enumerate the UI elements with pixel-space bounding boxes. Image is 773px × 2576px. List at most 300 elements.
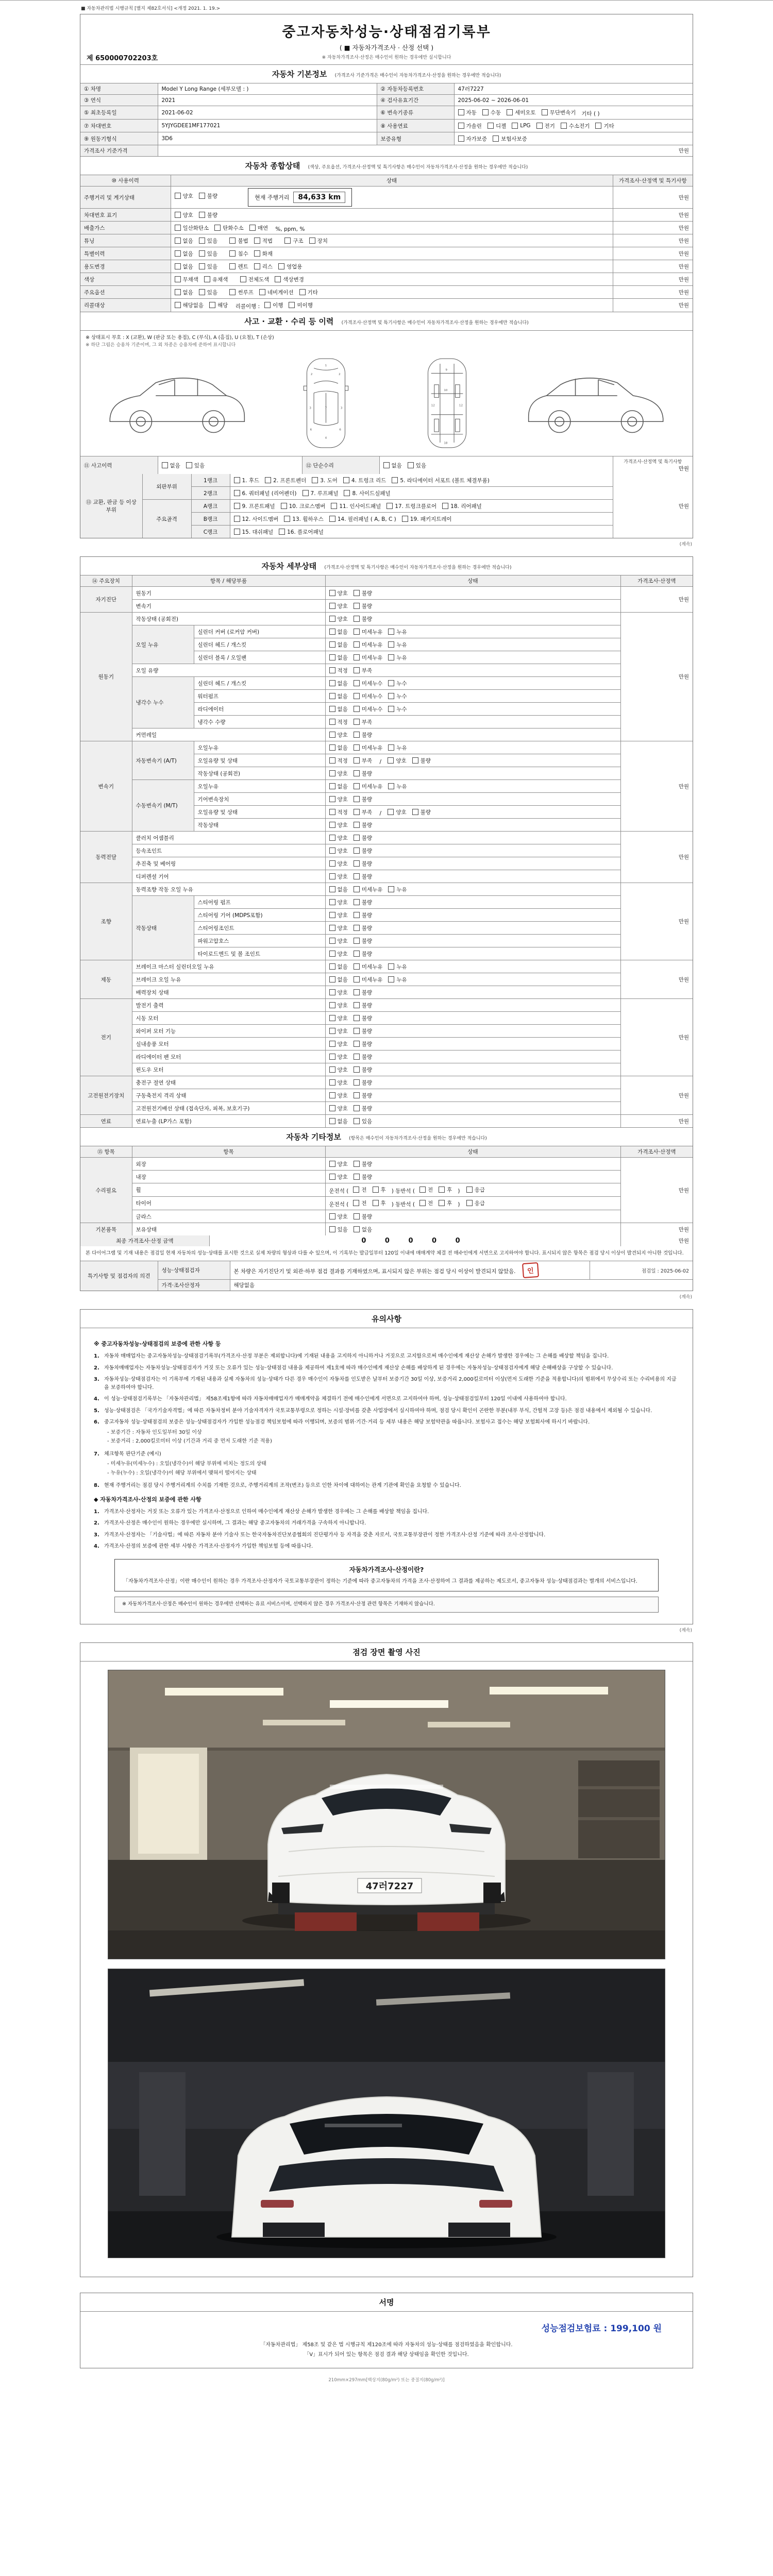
checkbox-icon[interactable] bbox=[199, 250, 205, 257]
checkbox-icon[interactable] bbox=[175, 263, 181, 269]
checkbox-option[interactable] bbox=[329, 705, 348, 713]
checkbox-option[interactable] bbox=[259, 289, 294, 296]
checkbox-icon[interactable] bbox=[458, 109, 464, 115]
checkbox-icon[interactable] bbox=[329, 951, 335, 957]
checkbox-icon[interactable] bbox=[354, 654, 360, 660]
checkbox-option[interactable] bbox=[354, 770, 372, 777]
checkbox-icon[interactable] bbox=[343, 477, 349, 483]
checkbox-option[interactable] bbox=[354, 1079, 372, 1087]
checkbox-option[interactable] bbox=[354, 1040, 372, 1048]
checkbox-option[interactable] bbox=[412, 757, 431, 765]
checkbox-icon[interactable] bbox=[595, 123, 601, 129]
checkbox-option[interactable] bbox=[240, 276, 270, 283]
checkbox-icon[interactable] bbox=[408, 462, 414, 468]
checkbox-icon[interactable] bbox=[329, 1079, 335, 1086]
checkbox-option[interactable] bbox=[329, 1213, 348, 1221]
checkbox-option[interactable] bbox=[353, 1186, 366, 1194]
checkbox-icon[interactable] bbox=[199, 212, 205, 218]
checkbox-option[interactable] bbox=[329, 937, 348, 945]
checkbox-icon[interactable] bbox=[488, 123, 494, 129]
checkbox-icon[interactable] bbox=[354, 693, 360, 699]
checkbox-icon[interactable] bbox=[329, 912, 335, 918]
checkbox-icon[interactable] bbox=[329, 757, 335, 764]
checkbox-option[interactable] bbox=[329, 963, 348, 971]
checkbox-option[interactable] bbox=[354, 1002, 372, 1009]
checkbox-option[interactable] bbox=[354, 757, 372, 765]
checkbox-icon[interactable] bbox=[354, 809, 360, 815]
checkbox-icon[interactable] bbox=[329, 1105, 335, 1111]
checkbox-icon[interactable] bbox=[482, 109, 489, 115]
checkbox-option[interactable] bbox=[388, 628, 407, 636]
checkbox-option[interactable] bbox=[329, 860, 348, 868]
checkbox-icon[interactable] bbox=[388, 654, 394, 660]
checkbox-option[interactable] bbox=[458, 135, 488, 143]
checkbox-option[interactable] bbox=[249, 224, 268, 232]
checkbox-option[interactable] bbox=[329, 718, 348, 726]
checkbox-icon[interactable] bbox=[354, 770, 360, 776]
checkbox-icon[interactable] bbox=[354, 1079, 360, 1086]
checkbox-option[interactable] bbox=[354, 1053, 372, 1061]
checkbox-icon[interactable] bbox=[329, 925, 335, 931]
checkbox-icon[interactable] bbox=[388, 629, 394, 635]
checkbox-icon[interactable] bbox=[353, 1187, 359, 1193]
checkbox-option[interactable] bbox=[329, 886, 348, 893]
checkbox-icon[interactable] bbox=[354, 873, 360, 879]
checkbox-option[interactable] bbox=[354, 1092, 372, 1099]
checkbox-option[interactable] bbox=[354, 602, 372, 610]
checkbox-option[interactable] bbox=[458, 109, 477, 116]
checkbox-icon[interactable] bbox=[354, 757, 360, 764]
checkbox-option[interactable] bbox=[536, 122, 555, 130]
checkbox-icon[interactable] bbox=[329, 835, 335, 841]
checkbox-icon[interactable] bbox=[419, 1187, 426, 1193]
checkbox-option[interactable] bbox=[329, 757, 348, 765]
checkbox-icon[interactable] bbox=[329, 783, 335, 789]
checkbox-option[interactable] bbox=[175, 211, 193, 219]
checkbox-icon[interactable] bbox=[354, 796, 360, 802]
checkbox-option[interactable] bbox=[329, 770, 348, 777]
checkbox-icon[interactable] bbox=[373, 1187, 379, 1193]
checkbox-icon[interactable] bbox=[329, 732, 335, 738]
checkbox-option[interactable] bbox=[354, 911, 372, 919]
checkbox-option[interactable] bbox=[329, 783, 348, 790]
checkbox-option[interactable] bbox=[354, 963, 383, 971]
checkbox-option[interactable] bbox=[354, 667, 372, 674]
checkbox-option[interactable] bbox=[329, 731, 348, 739]
checkbox-icon[interactable] bbox=[199, 193, 205, 199]
checkbox-option[interactable] bbox=[354, 821, 372, 829]
checkbox-option[interactable] bbox=[354, 654, 383, 662]
checkbox-option[interactable] bbox=[329, 911, 348, 919]
checkbox-icon[interactable] bbox=[309, 238, 315, 244]
checkbox-icon[interactable] bbox=[329, 860, 335, 867]
checkbox-icon[interactable] bbox=[329, 848, 335, 854]
checkbox-option[interactable] bbox=[199, 263, 217, 270]
checkbox-icon[interactable] bbox=[329, 1174, 335, 1180]
checkbox-icon[interactable] bbox=[354, 680, 360, 686]
checkbox-icon[interactable] bbox=[229, 289, 236, 295]
checkbox-option[interactable] bbox=[488, 122, 506, 130]
checkbox-icon[interactable] bbox=[354, 1054, 360, 1060]
checkbox-option[interactable] bbox=[392, 477, 490, 484]
checkbox-icon[interactable] bbox=[264, 302, 271, 308]
checkbox-option[interactable] bbox=[354, 847, 372, 855]
checkbox-icon[interactable] bbox=[265, 477, 271, 483]
checkbox-icon[interactable] bbox=[254, 238, 260, 244]
checkbox-icon[interactable] bbox=[354, 1118, 360, 1124]
checkbox-option[interactable] bbox=[199, 250, 217, 258]
checkbox-option[interactable] bbox=[264, 301, 283, 309]
checkbox-icon[interactable] bbox=[354, 848, 360, 854]
checkbox-option[interactable] bbox=[329, 615, 348, 623]
checkbox-icon[interactable] bbox=[284, 516, 290, 522]
checkbox-option[interactable] bbox=[175, 276, 198, 283]
checkbox-option[interactable] bbox=[373, 1199, 386, 1207]
checkbox-option[interactable] bbox=[175, 289, 193, 296]
checkbox-option[interactable] bbox=[329, 641, 348, 649]
checkbox-option[interactable] bbox=[329, 899, 348, 906]
checkbox-icon[interactable] bbox=[354, 822, 360, 828]
checkbox-icon[interactable] bbox=[329, 616, 335, 622]
checkbox-option[interactable] bbox=[175, 301, 204, 309]
checkbox-option[interactable] bbox=[353, 1199, 366, 1207]
checkbox-icon[interactable] bbox=[388, 963, 394, 970]
checkbox-option[interactable] bbox=[466, 1199, 485, 1207]
checkbox-icon[interactable] bbox=[542, 109, 548, 115]
checkbox-icon[interactable] bbox=[439, 1187, 445, 1193]
checkbox-icon[interactable] bbox=[388, 706, 394, 712]
checkbox-icon[interactable] bbox=[392, 477, 398, 483]
checkbox-option[interactable] bbox=[275, 276, 304, 283]
checkbox-option[interactable] bbox=[388, 654, 407, 662]
checkbox-option[interactable] bbox=[329, 950, 348, 958]
checkbox-option[interactable] bbox=[442, 502, 482, 510]
checkbox-icon[interactable] bbox=[329, 629, 335, 635]
checkbox-icon[interactable] bbox=[354, 744, 360, 751]
checkbox-option[interactable] bbox=[199, 237, 217, 245]
checkbox-option[interactable] bbox=[204, 276, 228, 283]
checkbox-icon[interactable] bbox=[199, 289, 205, 295]
checkbox-option[interactable] bbox=[329, 654, 348, 662]
checkbox-option[interactable] bbox=[419, 1186, 433, 1194]
checkbox-option[interactable] bbox=[354, 628, 383, 636]
checkbox-icon[interactable] bbox=[354, 616, 360, 622]
checkbox-option[interactable] bbox=[329, 680, 348, 687]
checkbox-option[interactable] bbox=[265, 477, 306, 484]
checkbox-icon[interactable] bbox=[329, 654, 335, 660]
checkbox-icon[interactable] bbox=[458, 135, 464, 142]
checkbox-icon[interactable] bbox=[388, 809, 394, 815]
checkbox-icon[interactable] bbox=[354, 629, 360, 635]
checkbox-icon[interactable] bbox=[214, 225, 221, 231]
checkbox-icon[interactable] bbox=[329, 938, 335, 944]
checkbox-icon[interactable] bbox=[234, 529, 240, 535]
checkbox-option[interactable] bbox=[175, 192, 193, 200]
checkbox-option[interactable] bbox=[284, 237, 303, 245]
checkbox-icon[interactable] bbox=[354, 860, 360, 867]
checkbox-icon[interactable] bbox=[284, 238, 291, 244]
checkbox-icon[interactable] bbox=[329, 744, 335, 751]
checkbox-option[interactable] bbox=[199, 289, 217, 296]
checkbox-option[interactable] bbox=[388, 808, 406, 816]
checkbox-option[interactable] bbox=[388, 757, 406, 765]
checkbox-icon[interactable] bbox=[354, 1015, 360, 1021]
checkbox-option[interactable] bbox=[354, 989, 372, 996]
checkbox-option[interactable] bbox=[354, 1213, 372, 1221]
checkbox-icon[interactable] bbox=[234, 477, 240, 483]
checkbox-option[interactable] bbox=[254, 237, 273, 245]
checkbox-option[interactable] bbox=[329, 847, 348, 855]
checkbox-option[interactable] bbox=[388, 692, 407, 700]
checkbox-option[interactable] bbox=[214, 224, 244, 232]
checkbox-option[interactable] bbox=[388, 705, 407, 713]
checkbox-icon[interactable] bbox=[329, 1092, 335, 1098]
checkbox-icon[interactable] bbox=[354, 783, 360, 789]
checkbox-icon[interactable] bbox=[329, 822, 335, 828]
checkbox-icon[interactable] bbox=[493, 135, 499, 142]
checkbox-icon[interactable] bbox=[329, 1041, 335, 1047]
checkbox-option[interactable] bbox=[175, 263, 193, 270]
checkbox-icon[interactable] bbox=[388, 783, 394, 789]
checkbox-icon[interactable] bbox=[354, 667, 360, 673]
checkbox-icon[interactable] bbox=[383, 462, 390, 468]
checkbox-icon[interactable] bbox=[354, 732, 360, 738]
checkbox-option[interactable] bbox=[354, 1160, 372, 1168]
checkbox-icon[interactable] bbox=[354, 641, 360, 648]
checkbox-option[interactable] bbox=[354, 589, 372, 597]
checkbox-option[interactable] bbox=[299, 289, 318, 296]
checkbox-option[interactable] bbox=[373, 1186, 386, 1194]
checkbox-icon[interactable] bbox=[386, 503, 393, 509]
checkbox-icon[interactable] bbox=[329, 809, 335, 815]
checkbox-icon[interactable] bbox=[329, 899, 335, 905]
checkbox-icon[interactable] bbox=[512, 123, 518, 129]
checkbox-option[interactable] bbox=[354, 744, 383, 752]
checkbox-icon[interactable] bbox=[329, 1028, 335, 1034]
checkbox-option[interactable] bbox=[329, 1117, 348, 1125]
checkbox-icon[interactable] bbox=[275, 276, 281, 282]
checkbox-icon[interactable] bbox=[402, 516, 408, 522]
checkbox-option[interactable] bbox=[354, 783, 383, 790]
checkbox-option[interactable] bbox=[229, 263, 248, 270]
checkbox-icon[interactable] bbox=[175, 302, 181, 308]
checkbox-option[interactable] bbox=[329, 834, 348, 842]
checkbox-option[interactable] bbox=[329, 589, 348, 597]
checkbox-option[interactable] bbox=[354, 1105, 372, 1112]
checkbox-option[interactable] bbox=[279, 528, 324, 536]
checkbox-icon[interactable] bbox=[209, 302, 215, 308]
checkbox-icon[interactable] bbox=[354, 899, 360, 905]
checkbox-option[interactable] bbox=[175, 224, 209, 232]
checkbox-icon[interactable] bbox=[507, 109, 513, 115]
checkbox-option[interactable] bbox=[329, 976, 348, 984]
checkbox-option[interactable] bbox=[329, 1105, 348, 1112]
checkbox-icon[interactable] bbox=[229, 238, 236, 244]
checkbox-option[interactable] bbox=[329, 795, 348, 803]
checkbox-option[interactable] bbox=[388, 641, 407, 649]
checkbox-option[interactable] bbox=[493, 135, 527, 143]
checkbox-icon[interactable] bbox=[329, 770, 335, 776]
checkbox-option[interactable] bbox=[229, 289, 253, 296]
checkbox-option[interactable] bbox=[595, 122, 614, 130]
checkbox-icon[interactable] bbox=[388, 693, 394, 699]
checkbox-option[interactable] bbox=[329, 1160, 348, 1168]
checkbox-option[interactable] bbox=[354, 899, 372, 906]
checkbox-icon[interactable] bbox=[354, 1105, 360, 1111]
checkbox-icon[interactable] bbox=[329, 1054, 335, 1060]
checkbox-icon[interactable] bbox=[354, 938, 360, 944]
checkbox-option[interactable] bbox=[354, 808, 372, 816]
checkbox-option[interactable] bbox=[386, 502, 436, 510]
checkbox-option[interactable] bbox=[482, 109, 501, 116]
checkbox-option[interactable] bbox=[329, 821, 348, 829]
checkbox-option[interactable] bbox=[284, 515, 324, 523]
checkbox-icon[interactable] bbox=[329, 693, 335, 699]
checkbox-icon[interactable] bbox=[419, 1200, 426, 1206]
checkbox-icon[interactable] bbox=[344, 490, 350, 496]
checkbox-option[interactable] bbox=[344, 489, 390, 497]
checkbox-option[interactable] bbox=[254, 250, 273, 258]
checkbox-icon[interactable] bbox=[466, 1200, 473, 1206]
checkbox-icon[interactable] bbox=[329, 1161, 335, 1167]
checkbox-icon[interactable] bbox=[175, 225, 181, 231]
checkbox-icon[interactable] bbox=[388, 744, 394, 751]
checkbox-icon[interactable] bbox=[329, 989, 335, 995]
checkbox-option[interactable] bbox=[289, 301, 312, 309]
checkbox-icon[interactable] bbox=[354, 886, 360, 892]
checkbox-icon[interactable] bbox=[329, 796, 335, 802]
checkbox-option[interactable] bbox=[507, 109, 536, 116]
checkbox-option[interactable] bbox=[329, 515, 396, 523]
checkbox-icon[interactable] bbox=[234, 516, 240, 522]
checkbox-option[interactable] bbox=[329, 1079, 348, 1087]
checkbox-option[interactable] bbox=[419, 1199, 433, 1207]
checkbox-icon[interactable] bbox=[329, 1226, 335, 1232]
checkbox-option[interactable] bbox=[175, 237, 193, 245]
checkbox-option[interactable] bbox=[234, 477, 260, 484]
checkbox-icon[interactable] bbox=[466, 1187, 473, 1193]
checkbox-option[interactable] bbox=[354, 924, 372, 932]
checkbox-icon[interactable] bbox=[354, 603, 360, 609]
checkbox-option[interactable] bbox=[354, 615, 372, 623]
checkbox-option[interactable] bbox=[329, 873, 348, 880]
checkbox-icon[interactable] bbox=[354, 1174, 360, 1180]
checkbox-icon[interactable] bbox=[388, 641, 394, 648]
checkbox-option[interactable] bbox=[354, 937, 372, 945]
checkbox-option[interactable] bbox=[281, 502, 326, 510]
checkbox-icon[interactable] bbox=[204, 276, 210, 282]
checkbox-icon[interactable] bbox=[234, 490, 240, 496]
checkbox-icon[interactable] bbox=[354, 706, 360, 712]
checkbox-option[interactable] bbox=[354, 1066, 372, 1074]
checkbox-icon[interactable] bbox=[329, 1118, 335, 1124]
checkbox-option[interactable] bbox=[329, 1226, 348, 1233]
checkbox-option[interactable] bbox=[229, 237, 248, 245]
checkbox-icon[interactable] bbox=[329, 590, 335, 596]
checkbox-option[interactable] bbox=[329, 808, 348, 816]
checkbox-icon[interactable] bbox=[561, 123, 567, 129]
checkbox-icon[interactable] bbox=[175, 276, 181, 282]
checkbox-icon[interactable] bbox=[278, 263, 284, 269]
checkbox-icon[interactable] bbox=[458, 123, 464, 129]
checkbox-option[interactable] bbox=[354, 976, 383, 984]
checkbox-icon[interactable] bbox=[254, 250, 260, 257]
checkbox-option[interactable] bbox=[388, 680, 407, 687]
checkbox-icon[interactable] bbox=[354, 963, 360, 970]
checkbox-icon[interactable] bbox=[354, 989, 360, 995]
checkbox-icon[interactable] bbox=[331, 503, 337, 509]
checkbox-option[interactable] bbox=[278, 263, 302, 270]
checkbox-option[interactable] bbox=[329, 1027, 348, 1035]
checkbox-icon[interactable] bbox=[329, 963, 335, 970]
checkbox-option[interactable] bbox=[388, 976, 407, 984]
checkbox-icon[interactable] bbox=[412, 757, 418, 764]
checkbox-icon[interactable] bbox=[354, 835, 360, 841]
checkbox-icon[interactable] bbox=[312, 477, 318, 483]
checkbox-icon[interactable] bbox=[303, 490, 309, 496]
checkbox-icon[interactable] bbox=[329, 1002, 335, 1008]
checkbox-icon[interactable] bbox=[186, 462, 192, 468]
checkbox-option[interactable] bbox=[175, 250, 193, 258]
checkbox-icon[interactable] bbox=[354, 1028, 360, 1034]
checkbox-icon[interactable] bbox=[354, 1041, 360, 1047]
checkbox-icon[interactable] bbox=[329, 603, 335, 609]
checkbox-icon[interactable] bbox=[175, 289, 181, 295]
checkbox-option[interactable] bbox=[234, 502, 275, 510]
checkbox-option[interactable] bbox=[329, 924, 348, 932]
checkbox-icon[interactable] bbox=[329, 1066, 335, 1073]
checkbox-option[interactable] bbox=[329, 1053, 348, 1061]
checkbox-icon[interactable] bbox=[439, 1200, 445, 1206]
checkbox-option[interactable] bbox=[329, 744, 348, 752]
checkbox-option[interactable] bbox=[402, 515, 452, 523]
checkbox-icon[interactable] bbox=[329, 886, 335, 892]
checkbox-option[interactable] bbox=[354, 1226, 372, 1233]
checkbox-icon[interactable] bbox=[299, 289, 306, 295]
checkbox-icon[interactable] bbox=[329, 516, 335, 522]
checkbox-icon[interactable] bbox=[162, 462, 168, 468]
checkbox-icon[interactable] bbox=[329, 680, 335, 686]
checkbox-icon[interactable] bbox=[229, 250, 236, 257]
checkbox-option[interactable] bbox=[186, 462, 205, 469]
checkbox-option[interactable] bbox=[234, 515, 279, 523]
checkbox-option[interactable] bbox=[343, 477, 386, 484]
checkbox-option[interactable] bbox=[354, 873, 372, 880]
checkbox-icon[interactable] bbox=[175, 212, 181, 218]
checkbox-icon[interactable] bbox=[388, 757, 394, 764]
checkbox-icon[interactable] bbox=[354, 925, 360, 931]
checkbox-icon[interactable] bbox=[388, 976, 394, 982]
checkbox-option[interactable] bbox=[466, 1186, 485, 1194]
checkbox-icon[interactable] bbox=[175, 238, 181, 244]
checkbox-icon[interactable] bbox=[354, 1213, 360, 1219]
checkbox-option[interactable] bbox=[234, 489, 297, 497]
checkbox-option[interactable] bbox=[354, 1027, 372, 1035]
checkbox-icon[interactable] bbox=[354, 1066, 360, 1073]
checkbox-icon[interactable] bbox=[281, 503, 287, 509]
checkbox-option[interactable] bbox=[354, 886, 383, 893]
checkbox-option[interactable] bbox=[439, 1199, 452, 1207]
checkbox-icon[interactable] bbox=[234, 503, 240, 509]
checkbox-option[interactable] bbox=[254, 263, 273, 270]
checkbox-icon[interactable] bbox=[175, 250, 181, 257]
checkbox-icon[interactable] bbox=[199, 263, 205, 269]
checkbox-option[interactable] bbox=[354, 1173, 372, 1181]
checkbox-icon[interactable] bbox=[373, 1200, 379, 1206]
checkbox-icon[interactable] bbox=[442, 503, 448, 509]
checkbox-option[interactable] bbox=[329, 692, 348, 700]
checkbox-icon[interactable] bbox=[353, 1200, 359, 1206]
